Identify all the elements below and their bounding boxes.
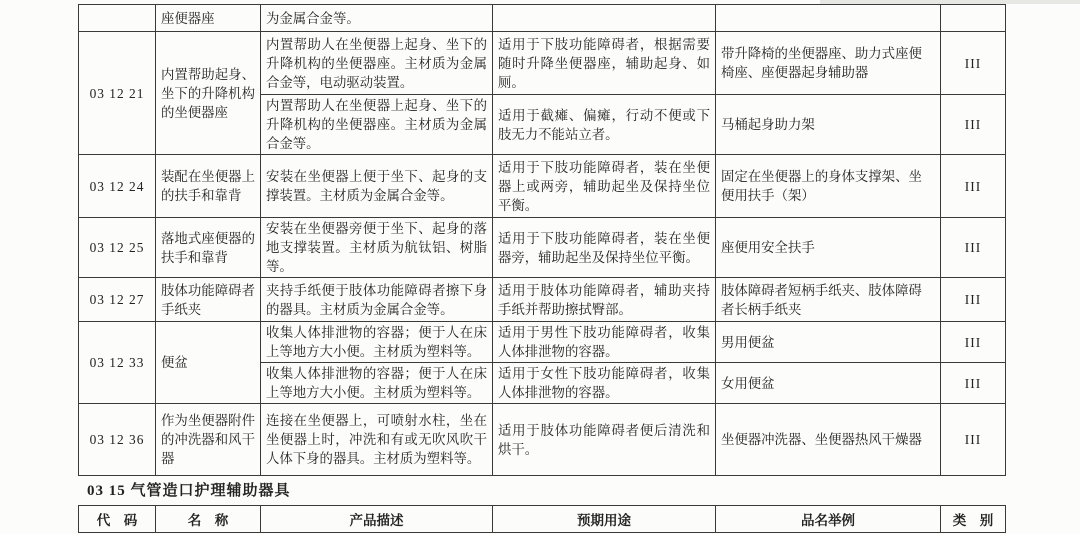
desc-cell: 安装在坐便器上便于坐下、起身的支撑装置。主材质为金属合金等。	[261, 155, 493, 218]
desc-cell: 为金属合金等。	[261, 5, 493, 32]
table-row	[79, 32, 1006, 95]
code-cell: 03 12 25	[79, 218, 156, 278]
use-cell: 适用于肢体功能障碍者便后清洗和烘干。	[493, 404, 716, 476]
ex-cell: 座便用安全扶手	[716, 218, 941, 278]
cls-cell: III	[941, 218, 1006, 278]
desc-cell: 内置帮助人在坐便器上起身、坐下的升降机构的坐便器座。主材质为金属合金等。	[261, 95, 493, 155]
table-row	[79, 278, 1006, 322]
use-cell: 适用于截瘫、偏瘫，行动不便或下肢无力不能站立者。	[493, 95, 716, 155]
code-cell: 03 12 27	[79, 278, 156, 322]
header-cell-5: 类 别	[941, 506, 1006, 533]
name-cell: 作为坐便器附件的冲洗器和风干器	[156, 404, 261, 476]
use-cell: 适用于下肢功能障碍者，装在坐便器旁，辅助起坐及保持坐位平衡。	[493, 218, 716, 278]
use-cell: 适用于男性下肢功能障碍者，收集人体排泄物的容器。	[493, 322, 716, 363]
code-cell	[79, 5, 156, 32]
table-row	[79, 404, 1006, 476]
code-cell: 03 12 21	[79, 32, 156, 155]
use-cell: 适用于女性下肢功能障碍者，收集人体排泄物的容器。	[493, 363, 716, 404]
code-cell: 03 12 33	[79, 322, 156, 404]
cls-cell: III	[941, 95, 1006, 155]
ex-cell: 女用便盆	[716, 363, 941, 404]
name-cell: 肢体功能障碍者手纸夹	[156, 278, 261, 322]
desc-cell: 收集人体排泄物的容器；便于人在床上等地方大小便。主材质为塑料等。	[261, 322, 493, 363]
ex-cell: 带升降椅的坐便器座、助力式座便椅座、座便器起身辅助器	[716, 32, 941, 95]
use-cell: 适用于肢体功能障碍者，辅助夹持手纸并帮助擦拭臀部。	[493, 278, 716, 322]
cls-cell: III	[941, 363, 1006, 404]
cls-cell	[941, 5, 1006, 32]
desc-cell: 安装在坐便器旁便于坐下、起身的落地支撑装置。主材质为航钛铝、树脂等。	[261, 218, 493, 278]
table-row	[79, 155, 1006, 218]
desc-cell: 夹持手纸便于肢体功能障碍者擦下身的器具。主材质为金属合金等。	[261, 278, 493, 322]
name-cell: 装配在坐便器上的扶手和靠背	[156, 155, 261, 218]
header-cell-1: 名 称	[156, 506, 261, 533]
ex-cell: 固定在坐便器上的身体支撑架、坐便用扶手（架）	[716, 155, 941, 218]
name-cell: 落地式座便器的扶手和靠背	[156, 218, 261, 278]
code-cell: 03 12 24	[79, 155, 156, 218]
name-cell: 座便器座	[156, 5, 261, 32]
use-cell	[493, 5, 716, 32]
table-row	[79, 5, 1006, 32]
ex-cell: 肢体障碍者短柄手纸夹、肢体障碍者长柄手纸夹	[716, 278, 941, 322]
header-cell-3: 预期用途	[493, 506, 716, 533]
desc-cell: 内置帮助人在坐便器上起身、坐下的升降机构的坐便器座。主材质为金属合金等，电动驱动装置。	[261, 32, 493, 95]
section-heading: 03 15 气管造口护理辅助器具	[87, 483, 291, 499]
header-cell-2: 产品描述	[261, 506, 493, 533]
cls-cell: III	[941, 32, 1006, 95]
ex-cell: 坐便器冲洗器、坐便器热风干燥器	[716, 404, 941, 476]
next-section-header-table	[78, 505, 1006, 533]
table-row	[79, 218, 1006, 278]
cls-cell: III	[941, 322, 1006, 363]
header-cell-0: 代 码	[79, 506, 156, 533]
cls-cell: III	[941, 404, 1006, 476]
desc-cell: 连接在坐便器上，可喷射水柱，坐在坐便器上时，冲洗和有或无吹风吹干人体下身的器具。主材质为塑料等。	[261, 404, 493, 476]
cls-cell: III	[941, 278, 1006, 322]
cls-cell: III	[941, 155, 1006, 218]
use-cell: 适用于下肢功能障碍者，装在坐便器上或两旁，辅助起坐及保持坐位平衡。	[493, 155, 716, 218]
code-cell: 03 12 36	[79, 404, 156, 476]
desc-cell: 收集人体排泄物的容器；便于人在床上等地方大小便。主材质为塑料等。	[261, 363, 493, 404]
use-cell: 适用于下肢功能障碍者，根据需要随时升降坐便器座，辅助起身、如厕。	[493, 32, 716, 95]
name-cell: 内置帮助起身、坐下的升降机构的坐便器座	[156, 32, 261, 155]
header-row	[79, 506, 1006, 533]
ex-cell: 马桶起身助力架	[716, 95, 941, 155]
header-cell-4: 品名举例	[716, 506, 941, 533]
table-row	[79, 322, 1006, 363]
catalog-table	[78, 4, 1006, 476]
name-cell: 便盆	[156, 322, 261, 404]
ex-cell	[716, 5, 941, 32]
ex-cell: 男用便盆	[716, 322, 941, 363]
